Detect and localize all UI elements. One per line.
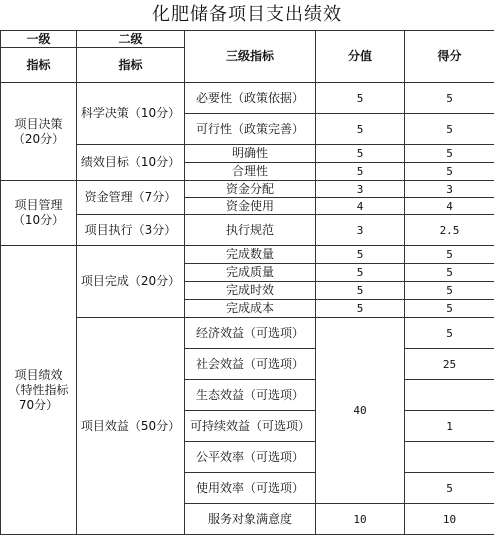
row-got: 5 [405, 300, 494, 318]
subgroup-scientific: 科学决策（10分） [77, 83, 185, 145]
row-score: 4 [316, 198, 405, 215]
header-level2: 二级 [77, 31, 185, 48]
row-got: 5 [405, 83, 494, 114]
group-decision: 项目决策（20分） [1, 83, 77, 181]
row-score: 5 [316, 114, 405, 145]
row-name: 明确性 [185, 145, 316, 163]
row-name: 可行性（政策完善） [185, 114, 316, 145]
row-name: 社会效益（可选项） [185, 349, 316, 380]
row-name: 服务对象满意度 [185, 504, 316, 535]
row-score: 5 [316, 264, 405, 282]
header-score: 分值 [316, 31, 405, 83]
row-score: 3 [316, 215, 405, 246]
row-got: 5 [405, 246, 494, 264]
row-got [405, 380, 494, 411]
header-got: 得分 [405, 31, 494, 83]
header-indicator-1: 指标 [1, 48, 77, 83]
row-score: 10 [316, 504, 405, 535]
header-level3: 三级指标 [185, 31, 316, 83]
row-got: 5 [405, 473, 494, 504]
benefit-score: 40 [316, 318, 405, 504]
row-got: 5 [405, 163, 494, 181]
row-name: 可持续效益（可选项） [185, 411, 316, 442]
row-score: 5 [316, 246, 405, 264]
header-row-1 [1, 31, 494, 48]
row-score: 5 [316, 145, 405, 163]
row-got: 5 [405, 145, 494, 163]
row-name: 使用效率（可选项） [185, 473, 316, 504]
row-got: 1 [405, 411, 494, 442]
row-name: 资金使用 [185, 198, 316, 215]
row-name: 合理性 [185, 163, 316, 181]
performance-table [0, 30, 494, 535]
subgroup-funds: 资金管理（7分） [77, 181, 185, 215]
row-got: 5 [405, 264, 494, 282]
row-name: 完成数量 [185, 246, 316, 264]
row-got: 2.5 [405, 215, 494, 246]
row-name: 公平效率（可选项） [185, 442, 316, 473]
table-row [1, 246, 494, 264]
group-management: 项目管理（10分） [1, 181, 77, 246]
row-score: 5 [316, 282, 405, 300]
row-name: 经济效益（可选项） [185, 318, 316, 349]
row-score: 5 [316, 83, 405, 114]
header-indicator-2: 指标 [77, 48, 185, 83]
row-got: 5 [405, 282, 494, 300]
row-name: 执行规范 [185, 215, 316, 246]
subgroup-target: 绩效目标（10分） [77, 145, 185, 181]
row-name: 生态效益（可选项） [185, 380, 316, 411]
row-score: 5 [316, 300, 405, 318]
subgroup-execution: 项目执行（3分） [77, 215, 185, 246]
subgroup-benefit: 项目效益（50分） [77, 318, 185, 535]
row-got: 10 [405, 504, 494, 535]
row-name: 完成成本 [185, 300, 316, 318]
row-name: 资金分配 [185, 181, 316, 198]
row-got: 3 [405, 181, 494, 198]
row-got: 5 [405, 318, 494, 349]
row-name: 完成质量 [185, 264, 316, 282]
header-level1: 一级 [1, 31, 77, 48]
row-name: 必要性（政策依据） [185, 83, 316, 114]
row-score: 3 [316, 181, 405, 198]
row-got: 25 [405, 349, 494, 380]
row-got: 5 [405, 114, 494, 145]
row-name: 完成时效 [185, 282, 316, 300]
group-performance: 项目绩效（特性指标70分） [1, 246, 77, 535]
table-row [1, 181, 494, 198]
row-score: 5 [316, 163, 405, 181]
table-row [1, 83, 494, 114]
row-got [405, 442, 494, 473]
row-got: 4 [405, 198, 494, 215]
page-title: 化肥储备项目支出绩效 [152, 4, 342, 25]
subgroup-completion: 项目完成（20分） [77, 246, 185, 318]
